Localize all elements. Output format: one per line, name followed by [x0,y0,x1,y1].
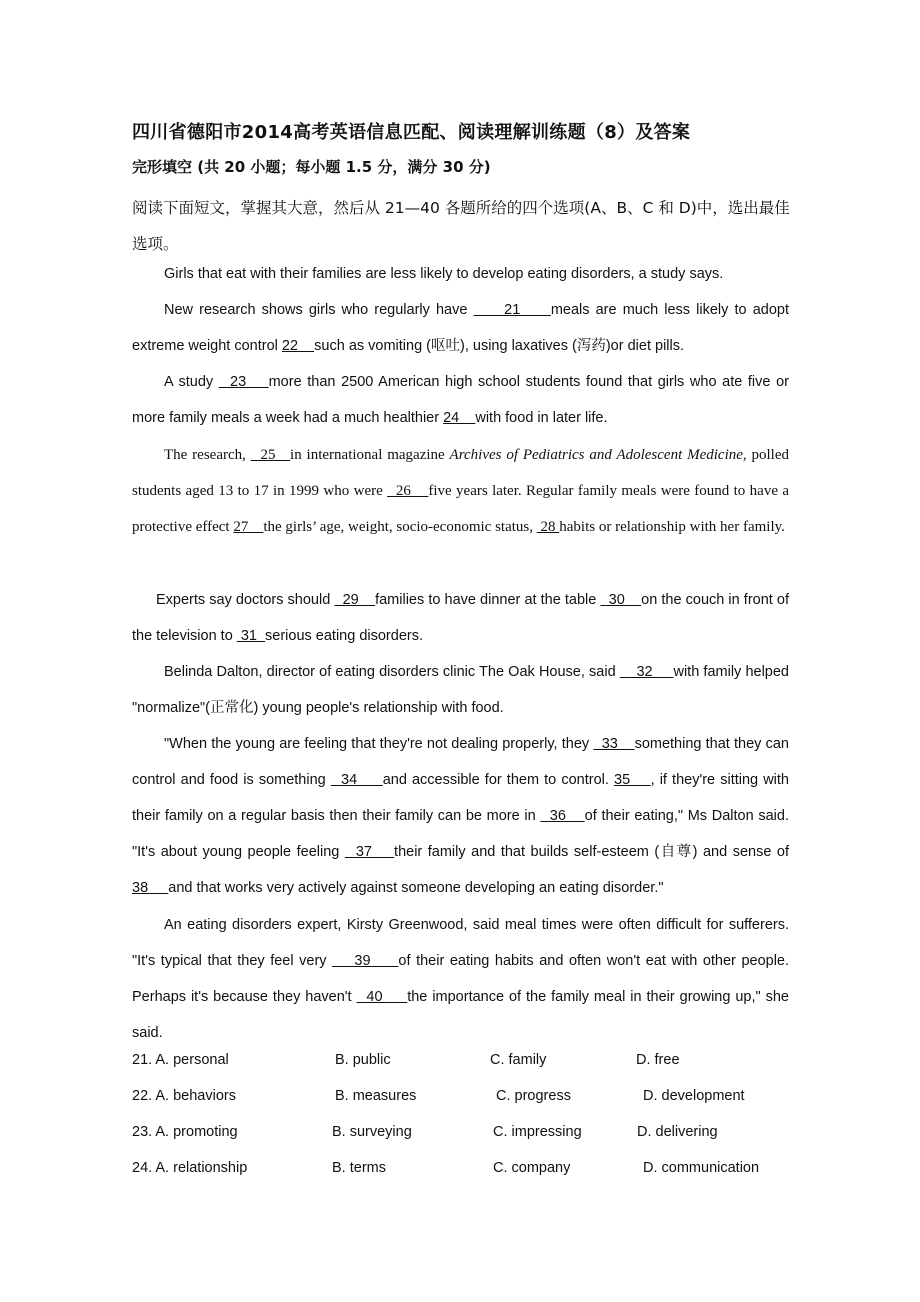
option-c: C. company [493,1160,571,1176]
text: Experts say doctors should [156,592,335,608]
text: in international magazine [290,447,450,463]
text: meals are much less likely to adopt extreme weight control [132,302,789,354]
text: the girls’ age, weight, socio-economic status, [263,519,537,535]
text: on the couch in front of the television to [132,592,789,644]
options-row-22 [132,1088,812,1124]
blank-30: 30 [600,592,642,608]
option-d: D. development [643,1088,745,1104]
option-a: 23. A. promoting [132,1124,238,1140]
blank-35: 35 [614,772,651,788]
option-d: D. free [636,1052,680,1068]
blank-27: 27 [233,519,264,535]
option-c: C. impressing [493,1124,582,1140]
text: A study [164,374,219,390]
option-b: B. surveying [332,1124,412,1140]
blank-24: 24 [443,410,476,426]
option-b: B. terms [332,1160,386,1176]
paragraph-2 [132,292,789,364]
option-a: 22. A. behaviors [132,1088,236,1104]
text: habits or relationship with her family. [559,519,785,535]
text: their family and that builds self-esteem (自尊) and sense of [394,844,789,860]
text: something that they can control and food is something [132,736,789,788]
options-row-24 [132,1160,812,1196]
options-row-21 [132,1052,812,1088]
blank-29: 29 [334,592,376,608]
option-b: B. public [335,1052,391,1068]
text: such as vomiting (呕吐), using laxatives (泻药)or diet pills. [314,338,685,354]
blank-40: 40 [356,989,408,1005]
text: serious eating disorders. [265,628,423,644]
section-heading: 完形填空 (共 20 小题；每小题 1.5 分，满分 30 分) [132,158,491,176]
text: and that works very actively against someone developing an eating disorder." [168,880,664,896]
paragraph-1-text: Girls that eat with their families are less likely to develop eating disorders, a study says. [164,266,724,282]
text: The research, [164,447,251,463]
paragraph-1 [132,256,789,292]
blank-34: 34 [330,772,383,788]
blank-26: 26 [387,483,429,499]
blank-32: 32 [619,664,674,680]
text: Belinda Dalton, director of eating disorders clinic The Oak House, said [164,664,620,680]
paragraph-6 [132,654,789,726]
blank-38: 38 [132,880,169,896]
text: "When the young are feeling that they're not dealing properly, they [164,736,594,752]
text: of their eating habits and often won't eat with other people. Perhaps it's because they haven't [132,953,790,1005]
blank-21: 21 [473,302,551,318]
text: the importance of the family meal in their growing up," she said. [132,989,789,1041]
blank-31: 31 [236,628,266,644]
option-d: D. delivering [637,1124,718,1140]
paragraph-5 [132,582,789,654]
text: and accessible for them to control. [382,772,615,788]
blank-36: 36 [540,808,585,824]
paragraph-4 [132,437,789,545]
blank-33: 33 [593,736,635,752]
blank-22: 22 [281,338,315,354]
paragraph-8 [132,907,789,1051]
text: of their eating," Ms Dalton said. "It's about young people feeling [132,808,789,860]
option-c: C. family [490,1052,547,1068]
option-d: D. communication [643,1160,760,1176]
text: , if they're sitting with their family on a regular basis then their family can be more in [132,772,789,824]
options-row-23 [132,1124,812,1160]
text: five years later. Regular family meals were found to have a protective effect [132,483,790,535]
text: New research shows girls who regularly have [164,302,474,318]
paragraph-7 [132,726,789,906]
text: more than 2500 American high school students found that girls who ate five or more family meals a week had a much healthier [132,374,789,426]
text: families to have dinner at the table [375,592,601,608]
blank-25: 25 [250,447,291,463]
paragraph-3 [132,364,789,436]
option-b: B. measures [335,1088,417,1104]
text: An eating disorders expert, Kirsty Greenwood, said meal times were often difficult for sufferers. "It's typical that they feel very [132,917,789,969]
text: with family helped "normalize"(正常化) young people's relationship with food. [132,664,789,716]
blank-37: 37 [344,844,395,860]
blank-39: 39 [332,953,399,969]
instructions: 阅读下面短文，掌握其大意，然后从 21—40 各题所给的四个选项(A、B、C 和 D)中，选出最佳选项。 [132,199,790,253]
option-c: C. progress [496,1088,571,1104]
text: , polled students aged 13 to 17 in 1999 who were [132,447,790,499]
text: with food in later life. [475,410,608,426]
blank-28: 28 [536,519,560,535]
blank-23: 23 [218,374,269,390]
option-a: 24. A. relationship [132,1160,248,1176]
option-a: 21. A. personal [132,1052,229,1068]
magazine-title: Archives of Pediatrics and Adolescent Medicine [449,447,743,463]
document-title: 四川省德阳市2014高考英语信息匹配、阅读理解训练题（8）及答案 [132,122,691,143]
